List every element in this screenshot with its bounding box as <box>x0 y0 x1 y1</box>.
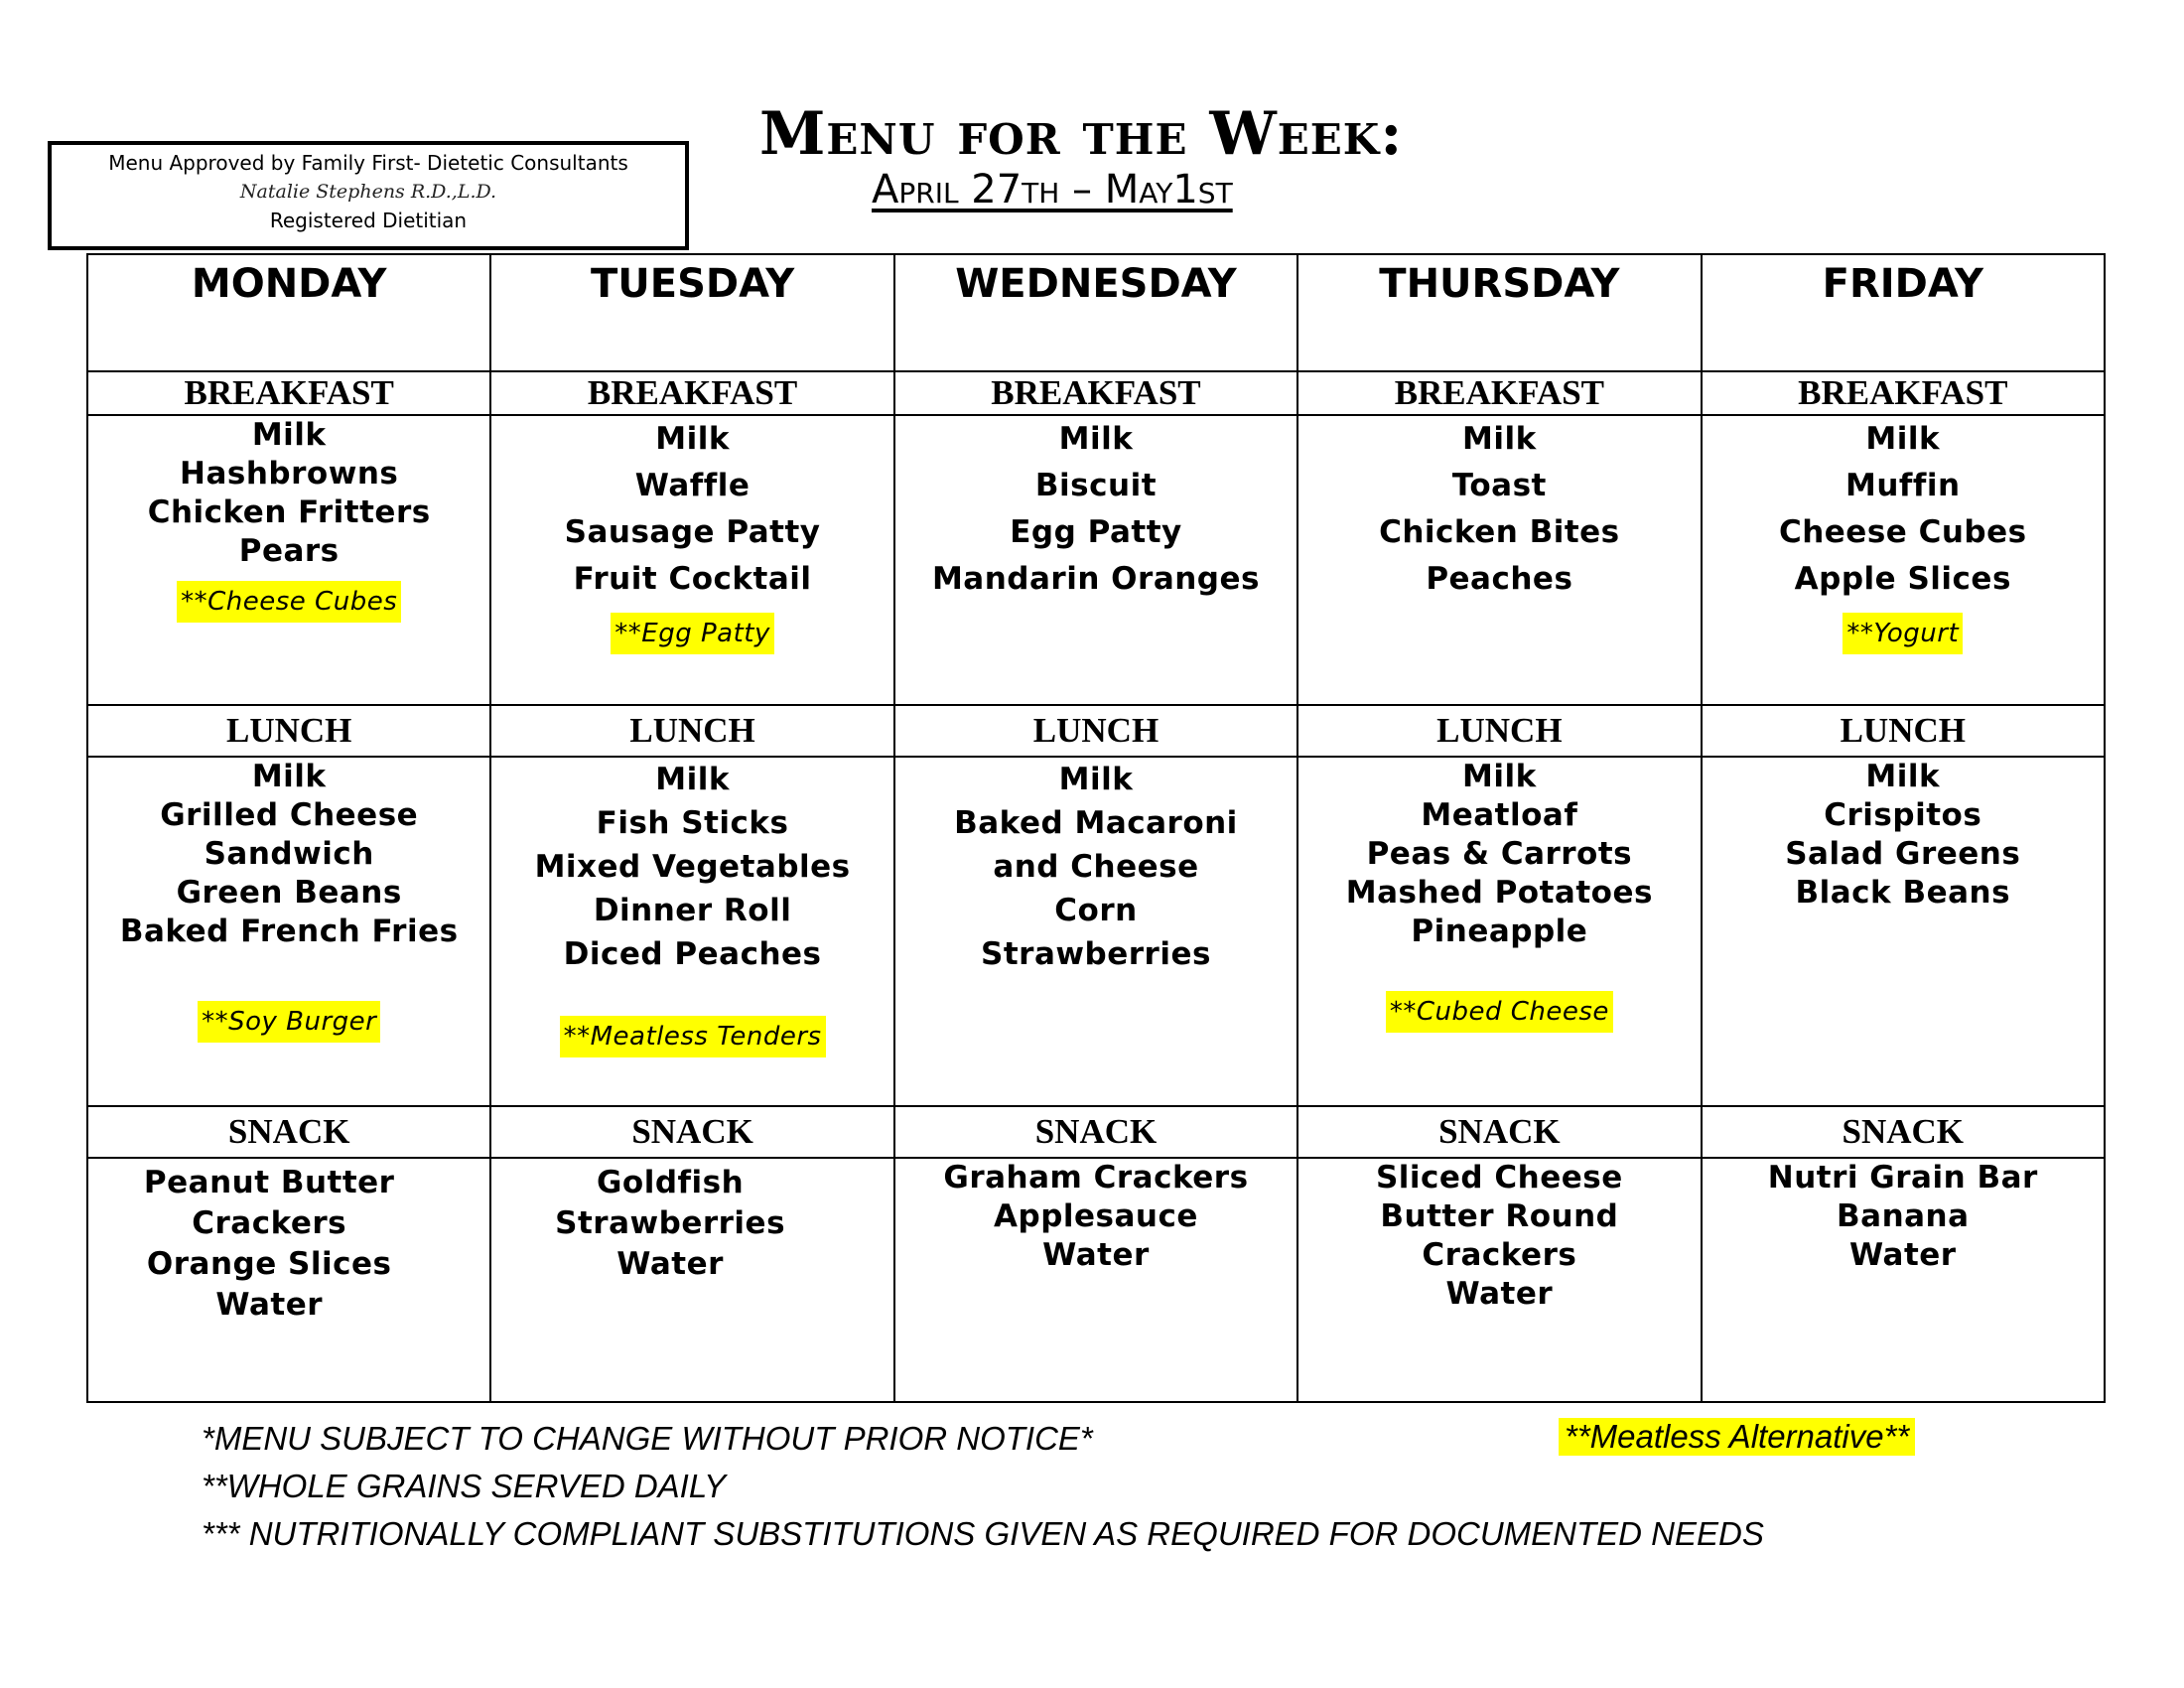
meal-cell <box>894 1158 1297 1402</box>
menu-item: Toast <box>1451 468 1547 503</box>
meal-label: LUNCH <box>490 705 893 757</box>
menu-item: Goldfish <box>596 1165 745 1200</box>
meal-cell <box>1702 415 2105 705</box>
menu-item: Chicken Fritters <box>147 494 431 530</box>
meal-cell <box>1702 757 2105 1106</box>
menu-item: Meatloaf <box>1421 797 1578 833</box>
menu-item: Milk <box>1865 421 1941 457</box>
menu-item: Water <box>1445 1276 1554 1312</box>
menu-item: Banana <box>1837 1198 1970 1234</box>
meatless-alternative: **Yogurt <box>1843 613 1963 654</box>
menu-item: Mandarin Oranges <box>931 561 1260 597</box>
meal-label: LUNCH <box>87 705 490 757</box>
menu-item: Milk <box>1058 421 1134 457</box>
footnotes <box>202 1415 1764 1558</box>
meal-cell <box>894 415 1297 705</box>
meatless-alternative: **Cubed Cheese <box>1386 991 1613 1033</box>
menu-item: Sliced Cheese <box>1375 1160 1623 1196</box>
breakfast-row <box>87 415 2105 705</box>
date-range: April 27th – May1st <box>872 167 1233 212</box>
lunch-row <box>87 757 2105 1106</box>
menu-item: Water <box>616 1246 724 1282</box>
menu-item: Baked Macaroni <box>954 805 1238 841</box>
menu-item: Milk <box>1865 759 1941 794</box>
menu-item: Water <box>1848 1237 1957 1273</box>
day-header-row <box>87 254 2105 371</box>
footnote: *MENU SUBJECT TO CHANGE WITHOUT PRIOR NOTICE* <box>202 1420 1093 1457</box>
meal-label: LUNCH <box>1297 705 1701 757</box>
meal-label: BREAKFAST <box>894 371 1297 415</box>
menu-item: Milk <box>655 421 730 457</box>
menu-item: Pears <box>238 533 340 569</box>
menu-item: Baked French Fries <box>119 914 459 949</box>
menu-item: Green Beans <box>176 875 402 911</box>
menu-item: Milk <box>251 759 327 794</box>
menu-item: and Cheese <box>993 849 1199 885</box>
menu-item: Sausage Patty <box>564 514 821 550</box>
meal-cell <box>87 757 490 1106</box>
menu-item: Biscuit <box>1034 468 1158 503</box>
meal-cell <box>894 757 1297 1106</box>
snack-header-row <box>87 1106 2105 1158</box>
menu-item: Milk <box>251 417 327 453</box>
approval-line: Menu Approved by Family First- Dietetic Consultants <box>108 151 628 175</box>
menu-item: Milk <box>1462 759 1537 794</box>
meal-cell <box>1297 415 1701 705</box>
menu-item: Applesauce <box>994 1198 1198 1234</box>
meal-label: BREAKFAST <box>1702 371 2105 415</box>
meal-label: LUNCH <box>894 705 1297 757</box>
menu-item: Pineapple <box>1411 914 1588 949</box>
menu-item: Water <box>1042 1237 1150 1273</box>
menu-item: Crispitos <box>1824 797 1982 833</box>
menu-item: Mashed Potatoes <box>1345 875 1653 911</box>
menu-item: Apple Slices <box>1794 561 2011 597</box>
menu-item: Diced Peaches <box>563 936 822 972</box>
page-title: Menu for the Week: <box>759 99 1404 169</box>
weekly-menu-table <box>86 253 2106 1403</box>
menu-item: Fruit Cocktail <box>573 561 812 597</box>
menu-item: Cheese Cubes <box>1778 514 2027 550</box>
meatless-alternative: **Meatless Tenders <box>560 1016 826 1057</box>
meal-label: LUNCH <box>1702 705 2105 757</box>
dietitian-signature: Natalie Stephens R.D.,L.D. <box>239 181 497 203</box>
menu-item: Mixed Vegetables <box>534 849 851 885</box>
menu-item: Hashbrowns <box>180 456 399 492</box>
snack-row <box>87 1158 2105 1402</box>
menu-item: Peas & Carrots <box>1366 836 1633 872</box>
meal-cell <box>1702 1158 2105 1402</box>
menu-item: Strawberries <box>555 1205 786 1241</box>
meatless-alternative: **Soy Burger <box>198 1001 380 1043</box>
menu-item: Fish Sticks <box>596 805 789 841</box>
meal-cell <box>1297 757 1701 1106</box>
menu-item: Egg Patty <box>1010 514 1182 550</box>
menu-item: Milk <box>655 762 730 797</box>
meal-cell <box>490 757 893 1106</box>
day-header: MONDAY <box>87 254 490 371</box>
meatless-alternative: **Egg Patty <box>611 613 774 654</box>
meal-label: BREAKFAST <box>87 371 490 415</box>
meal-cell <box>490 1158 893 1402</box>
meal-cell <box>87 415 490 705</box>
meatless-legend: **Meatless Alternative** <box>1559 1418 1915 1456</box>
menu-item: Graham Crackers <box>943 1160 1249 1196</box>
day-header: FRIDAY <box>1702 254 2105 371</box>
menu-item: Crackers <box>1422 1237 1577 1273</box>
menu-item: Dinner Roll <box>593 893 792 928</box>
breakfast-header-row <box>87 371 2105 415</box>
menu-item: Black Beans <box>1795 875 2011 911</box>
day-header: THURSDAY <box>1297 254 1701 371</box>
meal-label: SNACK <box>894 1106 1297 1158</box>
menu-item: Orange Slices <box>146 1246 392 1282</box>
menu-item: Sandwich <box>204 836 374 872</box>
footnote: **WHOLE GRAINS SERVED DAILY <box>202 1468 727 1504</box>
meal-label: SNACK <box>87 1106 490 1158</box>
meal-cell <box>1297 1158 1701 1402</box>
meal-label: SNACK <box>490 1106 893 1158</box>
menu-item: Salad Greens <box>1785 836 2021 872</box>
meal-label: SNACK <box>1702 1106 2105 1158</box>
menu-item: Butter Round <box>1380 1198 1619 1234</box>
day-header: WEDNESDAY <box>894 254 1297 371</box>
menu-item: Chicken Bites <box>1379 514 1620 550</box>
menu-item: Peaches <box>1426 561 1573 597</box>
meal-label: BREAKFAST <box>490 371 893 415</box>
lunch-header-row <box>87 705 2105 757</box>
menu-item: Nutri Grain Bar <box>1767 1160 2038 1196</box>
menu-item: Water <box>215 1287 324 1323</box>
menu-item: Muffin <box>1844 468 1961 503</box>
meal-cell <box>490 415 893 705</box>
menu-item: Grilled Cheese <box>160 797 419 833</box>
meatless-alternative: **Cheese Cubes <box>177 581 401 623</box>
day-header: TUESDAY <box>490 254 893 371</box>
menu-item: Strawberries <box>981 936 1211 972</box>
approval-box <box>48 141 689 250</box>
menu-item: Milk <box>1058 762 1134 797</box>
menu-item: Waffle <box>634 468 751 503</box>
meal-label: BREAKFAST <box>1297 371 1701 415</box>
footnote: *** NUTRITIONALLY COMPLIANT SUBSTITUTIONS GIVEN AS REQUIRED FOR DOCUMENTED NEEDS <box>202 1515 1764 1552</box>
menu-item: Milk <box>1462 421 1537 457</box>
approval-credential: Registered Dietitian <box>269 209 468 232</box>
menu-item: Peanut Butter <box>143 1165 395 1200</box>
menu-item: Crackers <box>192 1205 347 1241</box>
meal-cell <box>87 1158 490 1402</box>
meal-label: SNACK <box>1297 1106 1701 1158</box>
menu-item: Corn <box>1054 893 1138 928</box>
